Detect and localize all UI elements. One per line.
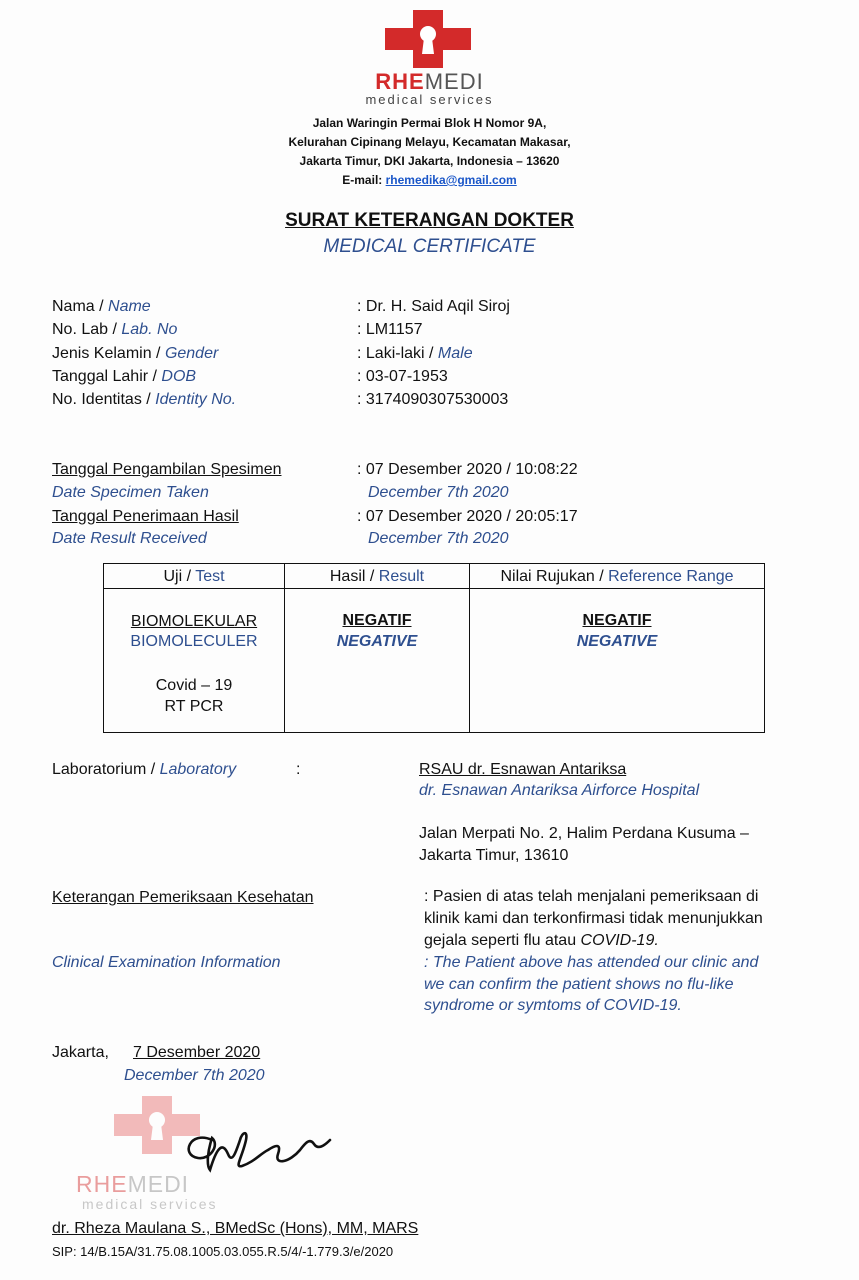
gender-value: : Laki-laki / Male	[357, 345, 473, 362]
email-label: E-mail:	[342, 173, 383, 187]
lab-number-value: : LM1157	[357, 321, 423, 338]
clinic-address-line1: Jalan Waringin Permai Blok H Nomor 9A,	[312, 116, 547, 130]
laboratory-label: Laboratorium / Laboratory	[52, 761, 237, 778]
laboratory-name-english: dr. Esnawan Antariksa Airforce Hospital	[419, 782, 700, 799]
brand-tagline: medical services	[365, 92, 494, 107]
identity-label: No. Identitas / Identity No.	[52, 391, 237, 408]
clinic-address-line3: Jakarta Timur, DKI Jakarta, Indonesia – 13620	[299, 154, 560, 168]
table-header-reference: Nilai Rujukan / Reference Range	[500, 568, 734, 585]
identity-value: : 3174090307530003	[357, 391, 509, 408]
specimen-taken-label: Tanggal Pengambilan Spesimen	[52, 461, 282, 478]
brand-name: RHEMEDI	[375, 69, 484, 94]
result-table	[103, 563, 765, 733]
specimen-taken-label-english: Date Specimen Taken	[52, 484, 209, 501]
reference-value: NEGATIF	[582, 612, 652, 629]
table-header-test: Uji / Test	[163, 568, 225, 585]
laboratory-colon: :	[296, 761, 301, 778]
doctor-sip-number: SIP: 14/B.15A/31.75.08.1005.03.055.R.5/4/-1.779.3/e/2020	[52, 1244, 394, 1259]
gender-label: Jenis Kelamin / Gender	[52, 345, 219, 362]
clinic-email-row	[0, 171, 859, 189]
lab-number-label: No. Lab / Lab. No	[52, 321, 178, 338]
test-category: BIOMOLEKULAR	[130, 613, 258, 630]
signature-city: Jakarta,	[52, 1044, 109, 1061]
result-received-value: : 07 Desember 2020 / 20:05:17	[357, 508, 578, 525]
clinical-text-line3: gejala seperti flu atau COVID-19.	[424, 932, 659, 949]
result-value: NEGATIF	[342, 612, 412, 629]
result-received-label-english: Date Result Received	[52, 530, 207, 547]
clinical-text-english-line2: we can confirm the patient shows no flu-like	[424, 976, 734, 993]
result-received-label: Tanggal Penerimaan Hasil	[52, 508, 239, 525]
dob-label: Tanggal Lahir / DOB	[52, 368, 197, 385]
specimen-taken-value-english: December 7th 2020	[368, 484, 509, 501]
laboratory-name: RSAU dr. Esnawan Antariksa	[419, 761, 627, 778]
email-link[interactable]: rhemedika@gmail.com	[385, 173, 517, 187]
signature-date-english: December 7th 2020	[124, 1067, 265, 1084]
laboratory-address-line1: Jalan Merpati No. 2, Halim Perdana Kusuma –	[419, 825, 749, 842]
table-header-divider	[104, 588, 764, 589]
stamp-tagline: medical services	[82, 1196, 218, 1212]
clinical-text-line1: : Pasien di atas telah menjalani pemeriksaan di	[424, 888, 759, 905]
clinical-label-english: Clinical Examination Information	[52, 954, 281, 971]
test-name: Covid – 19	[155, 677, 233, 694]
clinical-text-english-line1: : The Patient above has attended our clinic and	[424, 954, 759, 971]
patient-name-label: Nama / Name	[52, 298, 151, 315]
clinic-address-line2: Kelurahan Cipinang Melayu, Kecamatan Makasar,	[288, 135, 571, 149]
result-received-value-english: December 7th 2020	[368, 530, 509, 547]
test-category-english: BIOMOLECULER	[130, 633, 258, 650]
result-value-english: NEGATIVE	[336, 633, 418, 650]
table-header-result: Hasil / Result	[329, 568, 425, 585]
clinical-text-english-line3: syndrome or symtoms of COVID-19.	[424, 997, 682, 1014]
clinical-text-line2: klinik kami dan terkonfirmasi tidak menunjukkan	[424, 910, 763, 927]
stamp-brand: RHEMEDI	[76, 1171, 190, 1197]
clinical-label: Keterangan Pemeriksaan Kesehatan	[52, 889, 314, 906]
patient-name-value: : Dr. H. Said Aqil Siroj	[357, 298, 510, 315]
dob-value: : 03-07-1953	[357, 368, 448, 385]
doctor-name: dr. Rheza Maulana S., BMedSc (Hons), MM, MARS	[52, 1220, 419, 1237]
rhemedi-logo-cross-icon	[385, 10, 471, 68]
document-title-english: MEDICAL CERTIFICATE	[323, 236, 536, 257]
laboratory-address-line2: Jakarta Timur, 13610	[419, 847, 569, 864]
doctor-signature	[150, 1110, 340, 1180]
reference-value-english: NEGATIVE	[576, 633, 658, 650]
signature-date: 7 Desember 2020	[133, 1044, 261, 1061]
test-method: RT PCR	[164, 698, 224, 715]
specimen-taken-value: : 07 Desember 2020 / 10:08:22	[357, 461, 578, 478]
document-title: SURAT KETERANGAN DOKTER	[285, 210, 574, 231]
